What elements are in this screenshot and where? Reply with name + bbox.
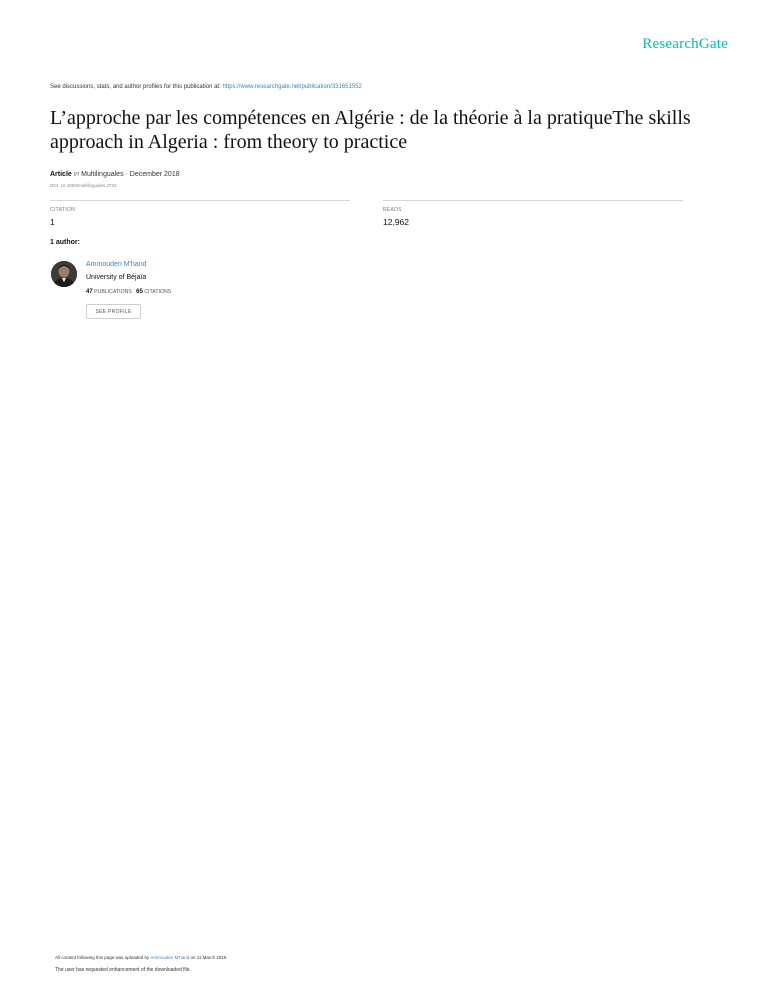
upload-note — [55, 955, 228, 960]
enhancement-note: The user has requested enhancement of the downloaded file. — [55, 967, 191, 973]
citations-count: 65 — [136, 289, 143, 295]
upload-prefix: All content following this page was uploaded by — [55, 955, 150, 960]
see-profile-button[interactable]: SEE PROFILE — [86, 304, 141, 319]
researchgate-logo[interactable]: ResearchGate — [642, 36, 728, 52]
publication-link[interactable]: https://www.researchgate.net/publication/331651552 — [222, 84, 362, 90]
publication-meta — [50, 171, 180, 178]
author-institution: University of Béjaïa — [86, 274, 147, 281]
publication-type: Article — [50, 171, 72, 178]
citation-value: 1 — [50, 217, 55, 227]
discussion-prefix: See discussions, stats, and author profiles for this publication at: — [50, 84, 221, 90]
authors-heading: 1 author: — [50, 239, 80, 246]
uploader-link[interactable]: Ammouden M'hand — [150, 955, 190, 960]
discussion-line — [50, 84, 362, 90]
author-photo-icon — [51, 261, 77, 287]
journal-name: Multilinguales — [81, 171, 124, 178]
publication-date: · December 2018 — [125, 171, 180, 178]
reads-divider — [383, 200, 683, 201]
upload-suffix: on 11 March 2019. — [190, 955, 228, 960]
page-title: L’approche par les compétences en Algérie : de la théorie à la pratiqueThe skills approach in Algeria : from theory to practice — [50, 107, 691, 153]
author-name-link[interactable]: Ammouden M'hand — [86, 261, 147, 268]
reads-label: READS — [383, 207, 402, 213]
publications-label: PUBLICATIONS — [94, 289, 132, 295]
publications-count: 47 — [86, 289, 93, 295]
reads-value: 12,962 — [383, 217, 409, 227]
citation-label: CITATION — [50, 207, 75, 213]
in-word: in — [73, 171, 80, 178]
citation-divider — [50, 200, 350, 201]
avatar[interactable] — [51, 261, 77, 287]
doi-text: DOI: 10.4000/multilinguales.3733 — [50, 183, 117, 188]
citations-label: CITATIONS — [144, 289, 172, 295]
author-stats — [86, 289, 171, 295]
